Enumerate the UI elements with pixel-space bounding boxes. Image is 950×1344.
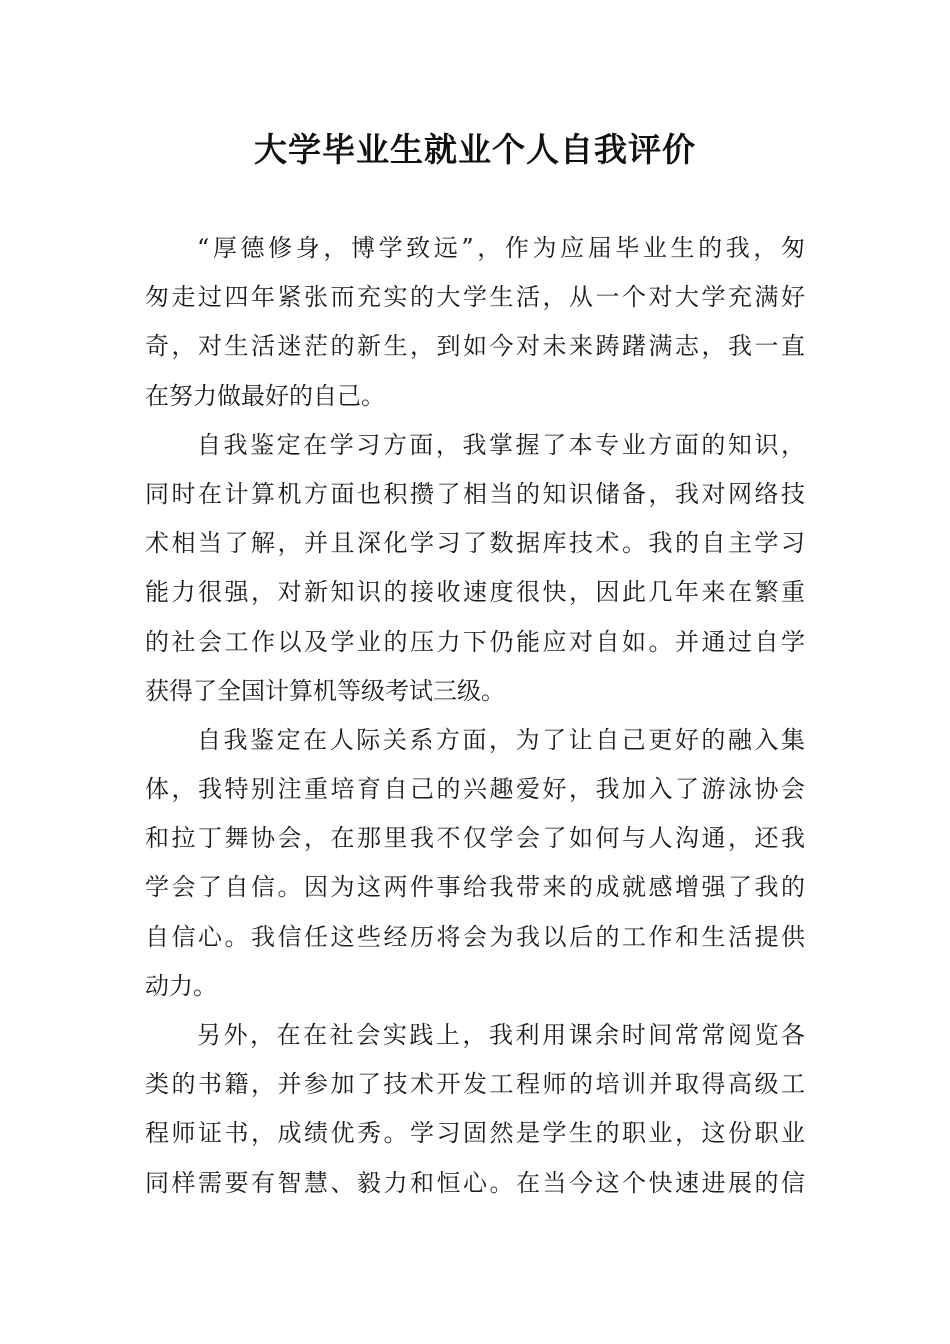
paragraph-line: 同时在计算机方面也积攒了相当的知识储备，我对网络技 [145,479,805,508]
paragraph-line: 另外，在在社会实践上，我利用课余时间常常阅览各 [197,1021,805,1049]
document-body [145,224,805,1208]
paragraph-line: 自信心。我信任这些经历将会为我以后的工作和生活提供 [145,922,805,951]
paragraph-line: 自我鉴定在人际关系方面，为了让自己更好的融入集 [197,725,805,754]
paragraph-line: “厚德修身，博学致远”，作为应届毕业生的我，匆 [197,234,805,262]
paragraph-line: 类的书籍，并参加了技术开发工程师的培训并取得高级工 [145,1070,805,1099]
paragraph-line: 术相当了解，并且深化学习了数据库技术。我的自主学习 [145,529,805,558]
paragraph-line: 学会了自信。因为这两件事给我带来的成就感增强了我的 [145,873,805,902]
paragraph-line: 的社会工作以及学业的压力下仍能应对自如。并通过自学 [145,627,805,656]
paragraph-line: 匆走过四年紧张而充实的大学生活，从一个对大学充满好 [145,283,805,312]
paragraph-line: 能力很强，对新知识的接收速度很快，因此几年来在繁重 [145,578,805,607]
paragraph-line: 体，我特别注重培育自己的兴趣爱好，我加入了游泳协会 [145,775,805,804]
paragraph-line: 奇，对生活迷茫的新生，到如今对未来踌躇满志，我一直 [145,332,805,361]
paragraph-line: 程师证书，成绩优秀。学习固然是学生的职业，这份职业 [145,1119,805,1148]
paragraph-1 [145,224,805,421]
paragraph-line: 动力。 [145,971,217,1000]
paragraph-2 [145,421,805,716]
paragraph-line: 自我鉴定在学习方面，我掌握了本专业方面的知识， [197,430,805,459]
document-title: 大学毕业生就业个人自我评价 [254,130,696,169]
paragraph-line: 和拉丁舞协会，在那里我不仅学会了如何与人沟通，还我 [145,824,805,853]
paragraph-line: 在努力做最好的自己。 [145,381,385,410]
paragraph-3 [145,716,805,1011]
paragraph-4 [145,1011,805,1208]
paragraph-line: 同样需要有智慧、毅力和恒心。在当今这个快速进展的信 [145,1168,805,1197]
paragraph-line: 获得了全国计算机等级考试三级。 [145,676,505,705]
